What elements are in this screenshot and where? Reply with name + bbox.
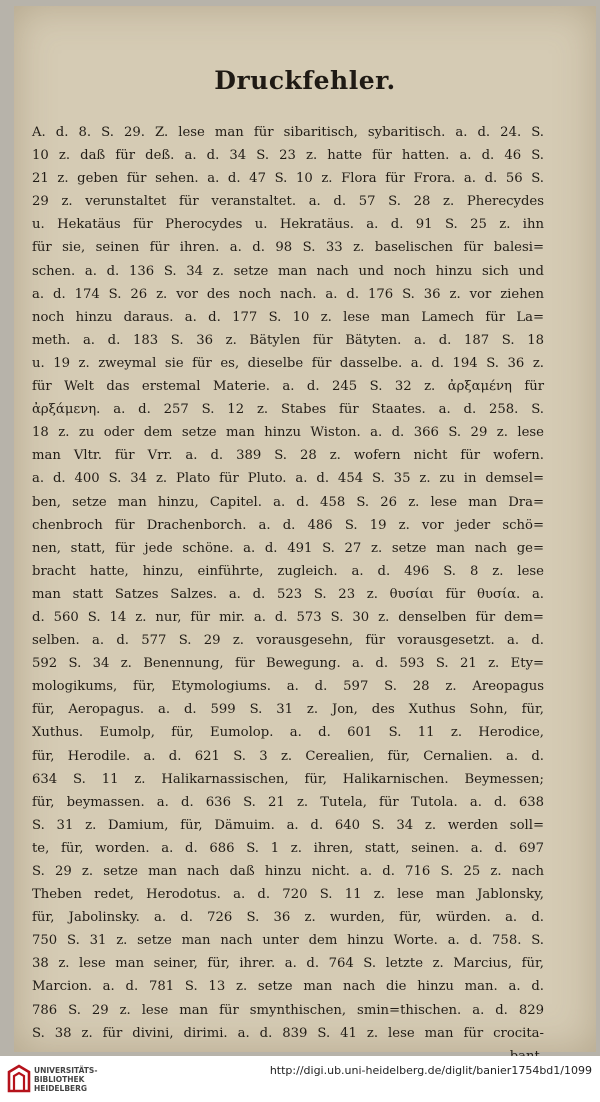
text-line: te, für, worden. a. d. 686 S. 1 z. ihren, statt, seinen. a. d. 697 [32,840,544,856]
text-line: 634 S. 11 z. Halikarnassischen, für, Halikarnischen. Beymessen; [32,771,544,787]
text-line: für Welt das erstemal Materie. a. d. 245 S. 32 z. ἀρξαμένη für [32,379,544,395]
text-line: mologikums, für, Etymologiums. a. d. 597 S. 28 z. Areopagus [32,679,544,695]
scanned-page [14,6,596,1052]
text-line: S. 29 z. setze man nach daß hinzu nicht. a. d. 716 S. 25 z. nach [32,864,544,879]
text-line: für, Jabolinsky. a. d. 726 S. 36 z. wurden, für, würden. a. d. [32,910,544,926]
text-line: S. 38 z. für divini, dirimi. a. d. 839 S. 41 z. lese man für crocita- [32,1025,544,1041]
text-line: a. d. 174 S. 26 z. vor des noch nach. a. d. 176 S. 36 z. vor ziehen [32,286,544,302]
text-line: meth. a. d. 183 S. 36 z. Bätylen für Bätyten. a. d. 187 S. 18 [32,332,544,348]
text-line: Xuthus. Eumolp, für, Eumolop. a. d. 601 S. 11 z. Herodice, [32,725,544,741]
text-line: man statt Satzes Salzes. a. d. 523 S. 23 z. θυσίαι für θυσία. a. [32,586,544,602]
text-line: 592 S. 34 z. Benennung, für Bewegung. a. d. 593 S. 21 z. Ety= [32,656,544,672]
source-url-link[interactable]: http://digi.ub.uni-heidelberg.de/diglit/banier1754bd1/1099 [269,1064,592,1077]
text-line: 750 S. 31 z. setze man nach unter dem hinzu Worte. a. d. 758. S. [32,933,544,949]
text-line: ben, setze man hinzu, Capitel. a. d. 458 S. 26 z. lese man Dra= [32,494,544,510]
text-line: selben. a. d. 577 S. 29 z. vorausgesehn, für vorausgesetzt. a. d. [32,633,544,649]
text-line: für, beymassen. a. d. 636 S. 21 z. Tutela, für Tutola. a. d. 638 [32,794,544,810]
library-name-line-2: BIBLIOTHEK [34,1075,85,1084]
text-line: Theben redet, Herodotus. a. d. 720 S. 11 z. lese man Jablonsky, [32,887,544,903]
text-line: S. 31 z. Damium, für, Dämuim. a. d. 640 S. 34 z. werden soll= [32,817,544,833]
text-line: a. d. 400 S. 34 z. Plato für Pluto. a. d. 454 S. 35 z. zu in demsel= [32,471,544,487]
text-line: 18 z. zu oder dem setze man hinzu Wiston. a. d. 366 S. 29 z. lese [32,425,544,441]
text-line: u. 19 z. zweymal sie für es, dieselbe für dasselbe. a. d. 194 S. 36 z. [32,355,544,371]
text-line: nen, statt, für jede schöne. a. d. 491 S. 27 z. setze man nach ge= [32,540,544,556]
text-line: für sie, seinen für ihren. a. d. 98 S. 33 z. baselischen für balesi= [32,240,544,256]
text-line: 786 S. 29 z. lese man für smynthischen, smin=thischen. a. d. 829 [32,1002,544,1018]
text-line: für, Aeropagus. a. d. 599 S. 31 z. Jon, des Xuthus Sohn, für, [32,702,544,718]
text-line: 21 z. geben für sehen. a. d. 47 S. 10 z. Flora für Frora. a. d. 56 S. [32,171,544,187]
text-line: 29 z. verunstaltet für veranstaltet. a. d. 57 S. 28 z. Pherecydes [32,194,544,210]
university-library-logo-icon [6,1064,32,1094]
library-name [34,1066,97,1093]
text-line: noch hinzu daraus. a. d. 177 S. 10 z. lese man Lamech für La= [32,309,544,325]
text-line: u. Hekatäus für Pherocydes u. Hekratäus. a. d. 91 S. 25 z. ihn [32,217,544,233]
text-line: d. 560 S. 14 z. nur, für mir. a. d. 573 S. 30 z. denselben für dem= [32,609,544,625]
library-name-line-3: HEIDELBERG [34,1084,88,1093]
text-line: 38 z. lese man seiner, für, ihrer. a. d. 764 S. letzte z. Marcius, für, [32,956,544,972]
page-title: Druckfehler. [214,66,396,95]
errata-text [32,121,544,1068]
text-line: für, Herodile. a. d. 621 S. 3 z. Cerealien, für, Cernalien. a. d. [32,748,544,764]
text-line: ἀρξάμενη. a. d. 257 S. 12 z. Stabes für Staates. a. d. 258. S. [32,402,544,418]
text-line: schen. a. d. 136 S. 34 z. setze man nach und noch hinzu sich und [32,263,544,279]
text-line: chenbroch für Drachenborch. a. d. 486 S. 19 z. vor jeder schö= [32,517,544,533]
text-line: A. d. 8. S. 29. Z. lese man für sibaritisch, sybaritisch. a. d. 24. S. [32,125,544,140]
text-line: 10 z. daß für deß. a. d. 34 S. 23 z. hatte für hatten. a. d. 46 S. [32,148,544,164]
text-line: Marcion. a. d. 781 S. 13 z. setze man nach die hinzu man. a. d. [32,979,544,995]
text-line: man Vltr. für Vrr. a. d. 389 S. 28 z. wofern nicht für wofern. [32,448,544,464]
footer-bar [0,1056,600,1102]
text-line: bracht hatte, hinzu, einführte, zugleich. a. d. 496 S. 8 z. lese [32,563,544,579]
library-name-line-1: UNIVERSITÄTS- [34,1066,98,1075]
